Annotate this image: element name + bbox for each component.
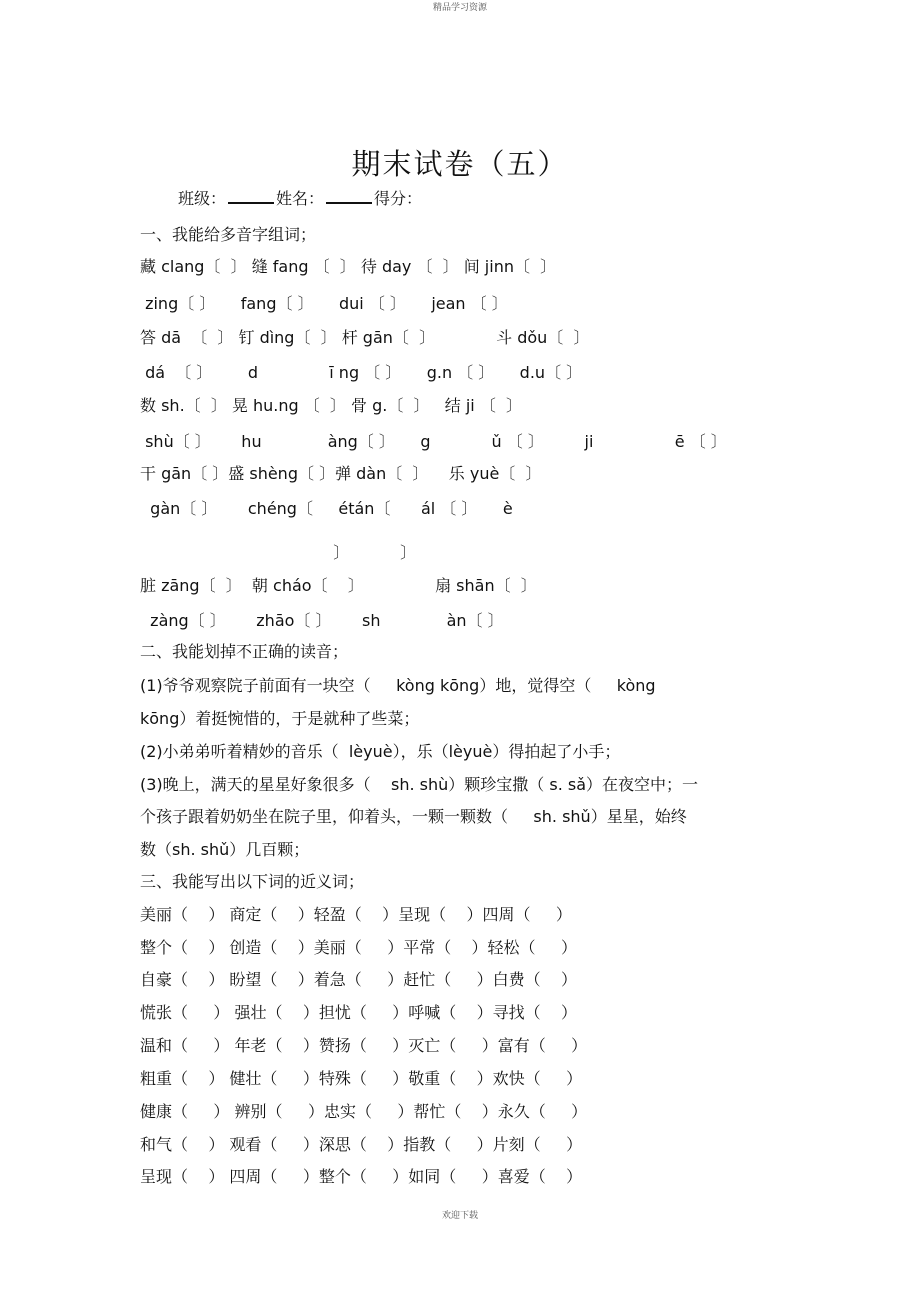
s1-line: 脏 zāng〔 〕 朝 cháo〔 〕 扇 shān〔 〕 — [140, 576, 537, 595]
s1-line: shù〔 〕 hu àng〔 〕 g ǔ 〔 〕 ji ē 〔 〕 — [140, 432, 727, 451]
s1-line: 答 dā 〔 〕 钉 dìng〔 〕 杆 gān〔 〕 斗 dǒu〔 〕 — [140, 328, 590, 347]
s1-line: zàng〔 〕 zhāo〔 〕 sh àn〔 〕 — [140, 611, 504, 630]
s1-line: 藏 clang〔 〕 缝 fang 〔 〕 待 day 〔 〕 间 jinn〔 〕 — [140, 257, 557, 276]
page-title: 期末试卷（五） — [351, 147, 569, 181]
score-label: 得分： — [374, 189, 423, 208]
s3-line: 呈现（ ） 四周（ ）整个（ ）如同（ ）喜爱（ ） — [140, 1167, 583, 1186]
page-footer: 欢迎下载 — [441, 1211, 478, 1221]
class-blank[interactable] — [228, 188, 274, 204]
s2-line: (1)爷爷观察院子前面有一块空（ kòng kōng）地，觉得空（ kòng — [140, 676, 656, 695]
student-info — [178, 186, 422, 209]
s1-line: dá 〔 〕 d ī ng 〔 〕 g.n 〔 〕 d.u〔 〕 — [140, 363, 583, 382]
s3-line: 健康（ ） 辨别（ ）忠实（ ）帮忙（ ）永久（ ） — [140, 1102, 588, 1121]
name-blank[interactable] — [326, 188, 372, 204]
s2-line: 个孩子跟着奶奶坐在院子里，仰着头，一颗一颗数（ sh. shǔ）星星，始终 — [140, 807, 687, 826]
s1-line: 〕 〕 — [140, 543, 417, 562]
s3-line: 温和（ ） 年老（ ）赞扬（ ）灭亡（ ）富有（ ） — [140, 1036, 588, 1055]
section3-heading: 三、我能写出以下词的近义词； — [140, 872, 365, 891]
name-label: 姓名： — [276, 189, 325, 208]
section1-heading: 一、我能给多音字组词； — [140, 225, 317, 244]
class-label: 班级： — [178, 189, 227, 208]
s2-line: (3)晚上，满天的星星好象很多（ sh. shù）颗珍宝撒（ s. sǎ）在夜空中；一 — [140, 775, 699, 794]
section2-heading: 二、我能划掉不正确的读音； — [140, 642, 349, 661]
s2-line: 数（sh. shǔ）几百颗； — [140, 840, 310, 859]
s1-line: zing〔 〕 fang〔 〕 dui 〔 〕 jean 〔 〕 — [140, 294, 508, 313]
s3-line: 和气（ ） 观看（ ）深思（ ）指教（ ）片刻（ ） — [140, 1135, 583, 1154]
s1-line: 数 sh.〔 〕 晃 hu.ng 〔 〕 骨 g.〔 〕 结 ji 〔 〕 — [140, 396, 522, 415]
s3-line: 整个（ ） 创造（ ）美丽（ ）平常（ ）轻松（ ） — [140, 938, 577, 957]
s1-line: gàn〔 〕 chéng〔 étán〔 ál 〔 〕 è — [140, 499, 513, 518]
s3-line: 美丽（ ） 商定（ ）轻盈（ ）呈现（ ）四周（ ） — [140, 905, 572, 924]
s1-line: 干 gān〔 〕盛 shèng〔 〕弹 dàn〔 〕 乐 yuè〔 〕 — [140, 464, 542, 483]
page-header: 精品学习资源 — [432, 3, 487, 13]
s2-line: kōng）着挺惋惜的，于是就种了些菜； — [140, 709, 420, 728]
s2-line: (2)小弟弟听着精妙的音乐（ lèyuè），乐（lèyuè）得拍起了小手； — [140, 742, 621, 761]
s3-line: 自豪（ ） 盼望（ ）着急（ ）赶忙（ ）白费（ ） — [140, 970, 577, 989]
s3-line: 粗重（ ） 健壮（ ）特殊（ ）敬重（ ）欢快（ ） — [140, 1069, 583, 1088]
s3-line: 慌张（ ） 强壮（ ）担忧（ ）呼喊（ ）寻找（ ） — [140, 1003, 577, 1022]
